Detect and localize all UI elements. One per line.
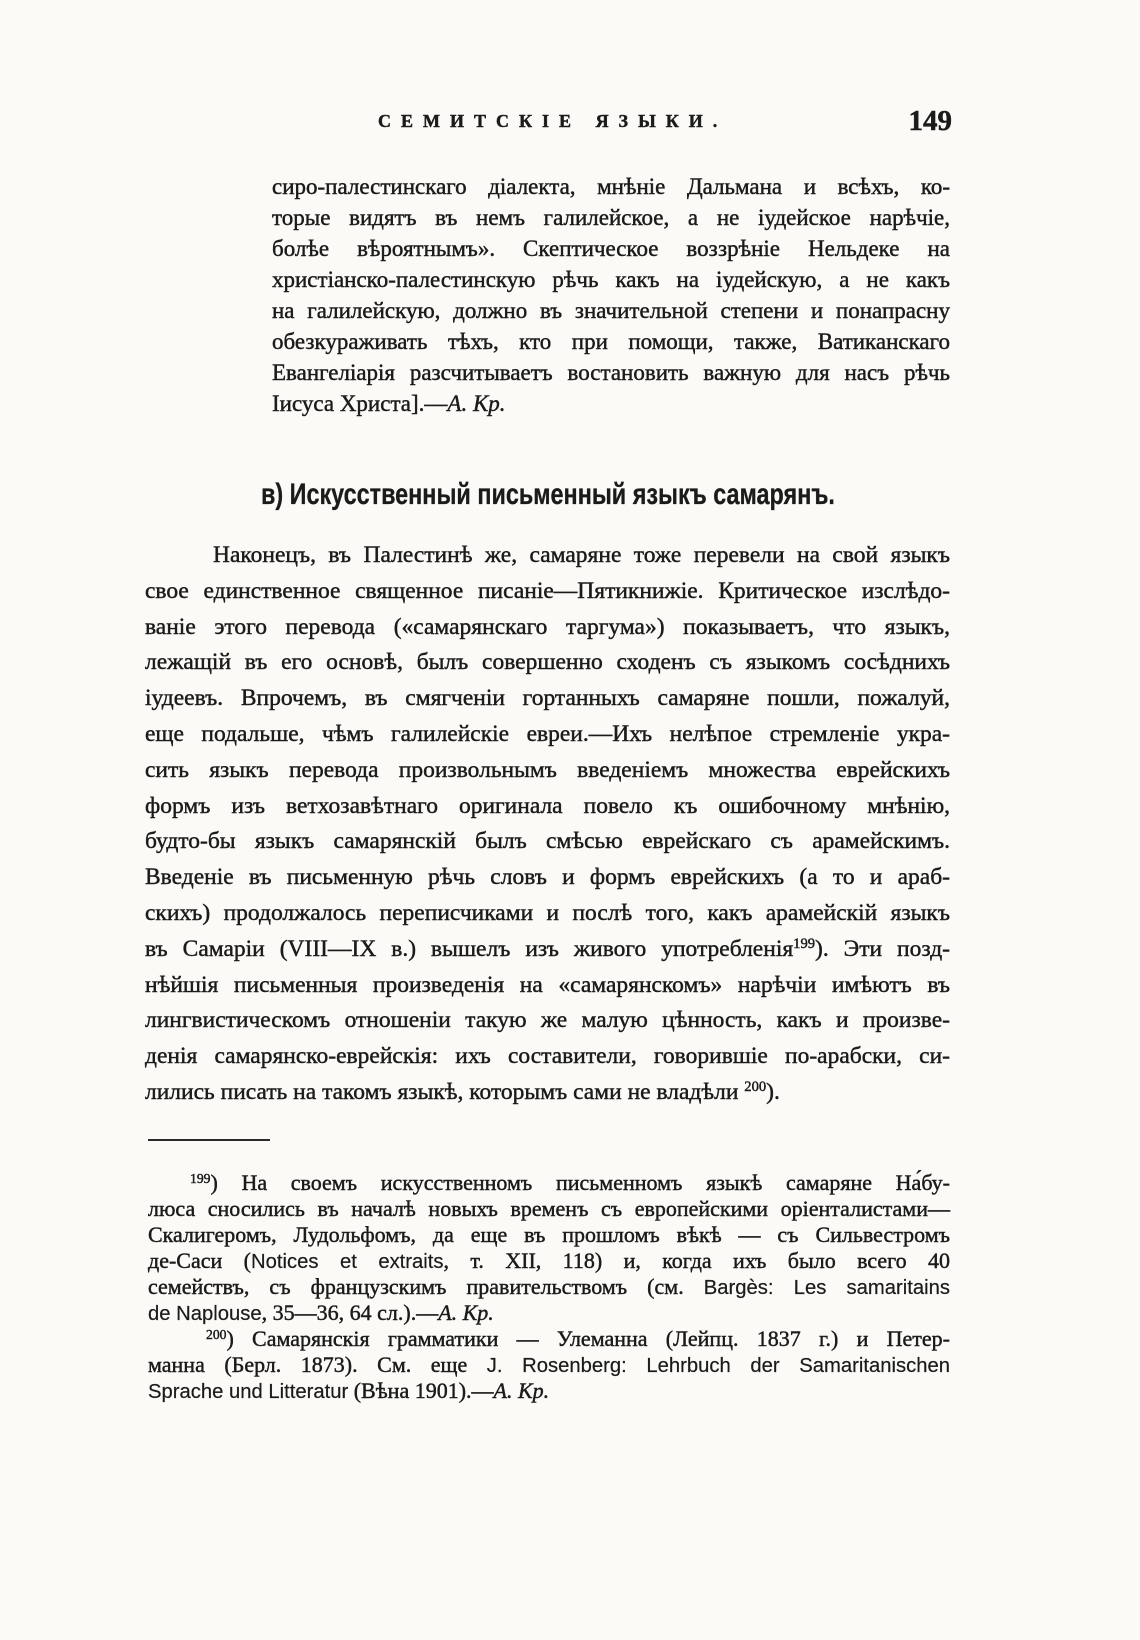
text-line: на галилейскую, должно въ значительной степени и понапрасну: [272, 298, 950, 323]
text-segment: Іисуса Христа].—: [272, 391, 448, 416]
text-line: скихъ) продолжалось переписчиками и послѣ того, какъ арамейскій языкъ: [145, 899, 950, 926]
text-line: Евангеліарія разсчитываетъ востановить важную для насъ рѣчь: [272, 360, 950, 385]
text-line: [145, 1075, 950, 1111]
section-heading: [145, 474, 950, 516]
text-segment: де-Саси (: [148, 1248, 251, 1273]
text-line: болѣе вѣроятнымъ». Скептическое воззрѣніе Нельдеке на: [272, 236, 950, 261]
text-line: нѣйшія письменныя произведенія на «самарянскомъ» нарѣчіи имѣютъ въ: [145, 971, 950, 998]
footnote-199: [148, 1170, 950, 1326]
text-line: обезкураживать тѣхъ, кто при помощи, также, Ватиканскаго: [272, 329, 950, 354]
footnote-rule: [148, 1139, 270, 1141]
text-segment: семействъ, съ французскимъ правительствомъ (см.: [148, 1274, 704, 1299]
text-segment: манна (Берл. 1873). См. еще: [148, 1352, 487, 1377]
text-line: еще подальше, чѣмъ галилейскіе евреи.—Ихъ нелѣпое стремленіе укра-: [145, 720, 950, 747]
running-title: СЕМИТСКІЕ ЯЗЫКИ.: [378, 111, 728, 131]
text-line: [272, 388, 950, 419]
footnote-line: [148, 1248, 950, 1274]
footnote-200: [148, 1326, 950, 1404]
text-line: іудеевъ. Впрочемъ, въ смягченіи гортанныхъ самаряне пошли, пожалуй,: [145, 685, 950, 712]
text-line: сить языкъ перевода произвольнымъ введеніемъ множества еврейскихъ: [145, 756, 950, 783]
footnote-line: [148, 1170, 950, 1196]
footnote-line: Скалигеромъ, Лудольфомъ, да еще въ прошломъ вѣкѣ — съ Сильвестромъ: [148, 1222, 950, 1247]
text-line: свое единственное священное писаніе—Пятикнижіе. Критическое изслѣдо-: [145, 577, 950, 604]
text-segment: (Вѣна 1901).—: [348, 1378, 494, 1403]
footnotes: [148, 1170, 950, 1404]
continuation-paragraph: [272, 171, 950, 419]
footnote-line: [148, 1274, 950, 1300]
latin-title: de Naplouse: [148, 1303, 262, 1325]
text-segment: ).: [766, 1078, 780, 1105]
text-line: формъ изъ ветхозавѣтнаго оригинала повело къ ошибочному мнѣнію,: [145, 792, 950, 819]
author-signature: А. Кр.: [447, 391, 506, 416]
latin-title: Sprache und Litteratur: [148, 1381, 349, 1403]
page-number: 149: [908, 105, 952, 137]
footnote-line: люса сносились въ началѣ новыхъ временъ съ европейскими оріенталистами—: [148, 1196, 950, 1221]
text-line: будто-бы языкъ самарянскій былъ смѣсью еврейскаго съ арамейскимъ.: [145, 828, 950, 855]
author-signature: А. Кр.: [438, 1300, 494, 1325]
latin-title: Notices et extraits: [250, 1251, 444, 1273]
text-line: [145, 932, 950, 968]
text-segment: въ Самаріи (VIII—IX в.) вышелъ изъ живого употребленія: [145, 935, 794, 962]
footnote-ref: 200: [744, 1078, 767, 1095]
text-segment: , 35—36, 64 сл.).—: [261, 1300, 439, 1325]
text-segment: ) Самарянскія грамматики — Улеманна (Лейпц. 1837 г.) и Петер-: [226, 1326, 950, 1351]
text-line: Наконецъ, въ Палестинѣ же, самаряне тоже перевели на свой языкъ: [213, 542, 950, 568]
text-line: лингвистическомъ отношеніи такую же малую цѣнность, какъ и произве-: [145, 1007, 950, 1034]
section-paragraph: [145, 538, 950, 1111]
section-heading-text: в) Искусственный письменный языкъ самарянъ.: [260, 478, 835, 511]
text-line: Введеніе въ письменную рѣчь словъ и формъ еврейскихъ (а то и араб-: [145, 864, 950, 891]
text-segment: , т. XII, 118) и, когда ихъ было всего 40: [443, 1248, 950, 1273]
text-line: христіанско-палестинскую рѣчь какъ на іудейскую, а не какъ: [272, 267, 950, 292]
text-line: сиро-палестинскаго діалекта, мнѣніе Дальмана и всѣхъ, ко-: [272, 174, 950, 199]
text-segment: ). Эти позд-: [815, 935, 950, 962]
footnote-line: [148, 1352, 950, 1378]
footnote-line: [148, 1326, 950, 1352]
text-line: денія самарянско-еврейскія: ихъ составители, говорившіе по-арабски, си-: [145, 1043, 950, 1070]
latin-title: Bargès: Les samaritains: [703, 1277, 950, 1299]
footnote-line: [148, 1378, 950, 1404]
footnote-ref: 199: [793, 935, 815, 952]
text-line: лежащій въ его основѣ, былъ совершенно сходенъ съ языкомъ сосѣднихъ: [145, 649, 950, 676]
footnote-marker: 199: [190, 1170, 211, 1186]
author-signature: А. Кр.: [493, 1378, 550, 1403]
footnote-line: [148, 1300, 950, 1326]
text-line: торые видятъ въ немъ галилейское, а не іудейское нарѣчіе,: [272, 205, 950, 230]
latin-title: J. Rosenberg: Lehrbuch der Samaritanischen: [486, 1355, 950, 1377]
text-line: ваніе этого перевода («самарянскаго таргума») показываетъ, что языкъ,: [145, 613, 950, 640]
text-segment: лились писать на такомъ языкѣ, которымъ сами не владѣли: [145, 1078, 745, 1105]
footnote-marker: 200: [206, 1326, 227, 1342]
text-segment: ) На своемъ искусственномъ письменномъ языкѣ самаряне На́бу-: [210, 1170, 950, 1195]
